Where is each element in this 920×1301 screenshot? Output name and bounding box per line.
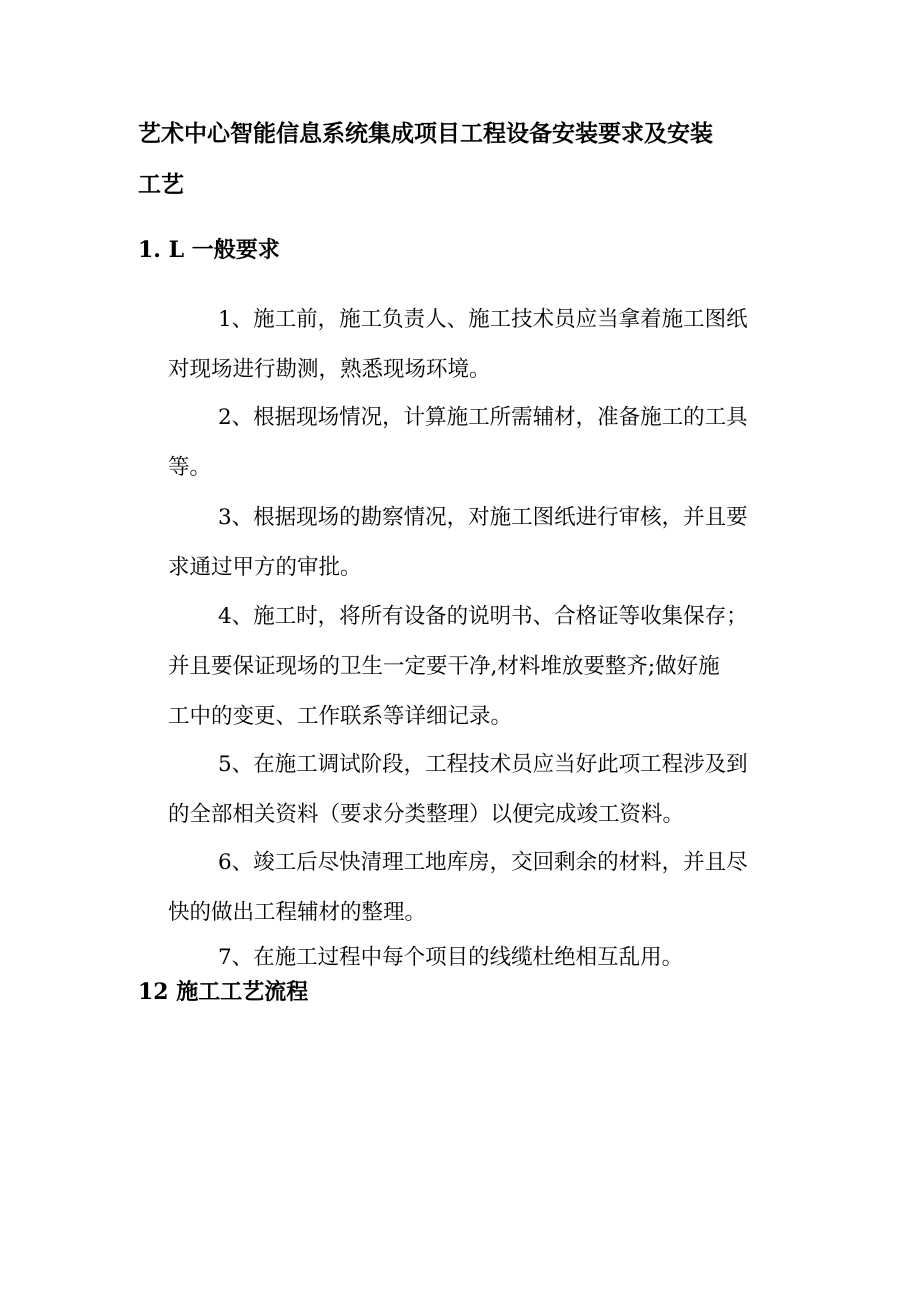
paragraph-6 — [168, 838, 793, 938]
paragraph-line: 2、根据现场情况，计算施工所需辅材，准备施工的工具 — [218, 405, 748, 430]
paragraph-2 — [168, 393, 793, 493]
paragraph-line: 快的做出工程辅材的整理。 — [168, 900, 427, 925]
paragraph-4 — [168, 592, 793, 742]
paragraph-5 — [168, 740, 793, 840]
paragraph-line: 5、在施工调试阶段，工程技术员应当好此项工程涉及到 — [218, 752, 748, 777]
paragraph-line: 7、在施工过程中每个项目的线缆杜绝相互乱用。 — [218, 945, 684, 970]
document-title-line-1: 艺术中心智能信息系统集成项目工程设备安装要求及安装 — [138, 120, 713, 147]
section-heading-construction-process: 12 施工工艺流程 — [138, 979, 309, 1005]
paragraph-line: 并且要保证现场的卫生一定要干净,材料堆放要整齐;做好施 — [168, 654, 720, 679]
section-heading-general-requirements: 1. L 一般要求 — [138, 237, 280, 263]
paragraph-line: 3、根据现场的勘察情况，对施工图纸进行审核，并且要 — [218, 505, 748, 530]
paragraph-line: 1、施工前，施工负责人、施工技术员应当拿着施工图纸 — [218, 307, 748, 332]
paragraph-line: 的全部相关资料（要求分类整理）以便完成竣工资料。 — [168, 802, 685, 827]
paragraph-line: 求通过甲方的审批。 — [168, 555, 362, 580]
paragraph-1 — [168, 295, 793, 395]
paragraph-line: 4、施工时，将所有设备的说明书、合格证等收集保存； — [218, 604, 748, 629]
document-title-line-2: 工艺 — [138, 171, 184, 198]
paragraph-line: 等。 — [168, 455, 212, 480]
paragraph-line: 6、竣工后尽快清理工地库房，交回剩余的材料，并且尽 — [218, 850, 748, 875]
paragraph-3 — [168, 493, 793, 593]
paragraph-line: 对现场进行勘测，熟悉现场环境。 — [168, 357, 491, 382]
paragraph-line: 工中的变更、工作联系等详细记录。 — [168, 704, 513, 729]
